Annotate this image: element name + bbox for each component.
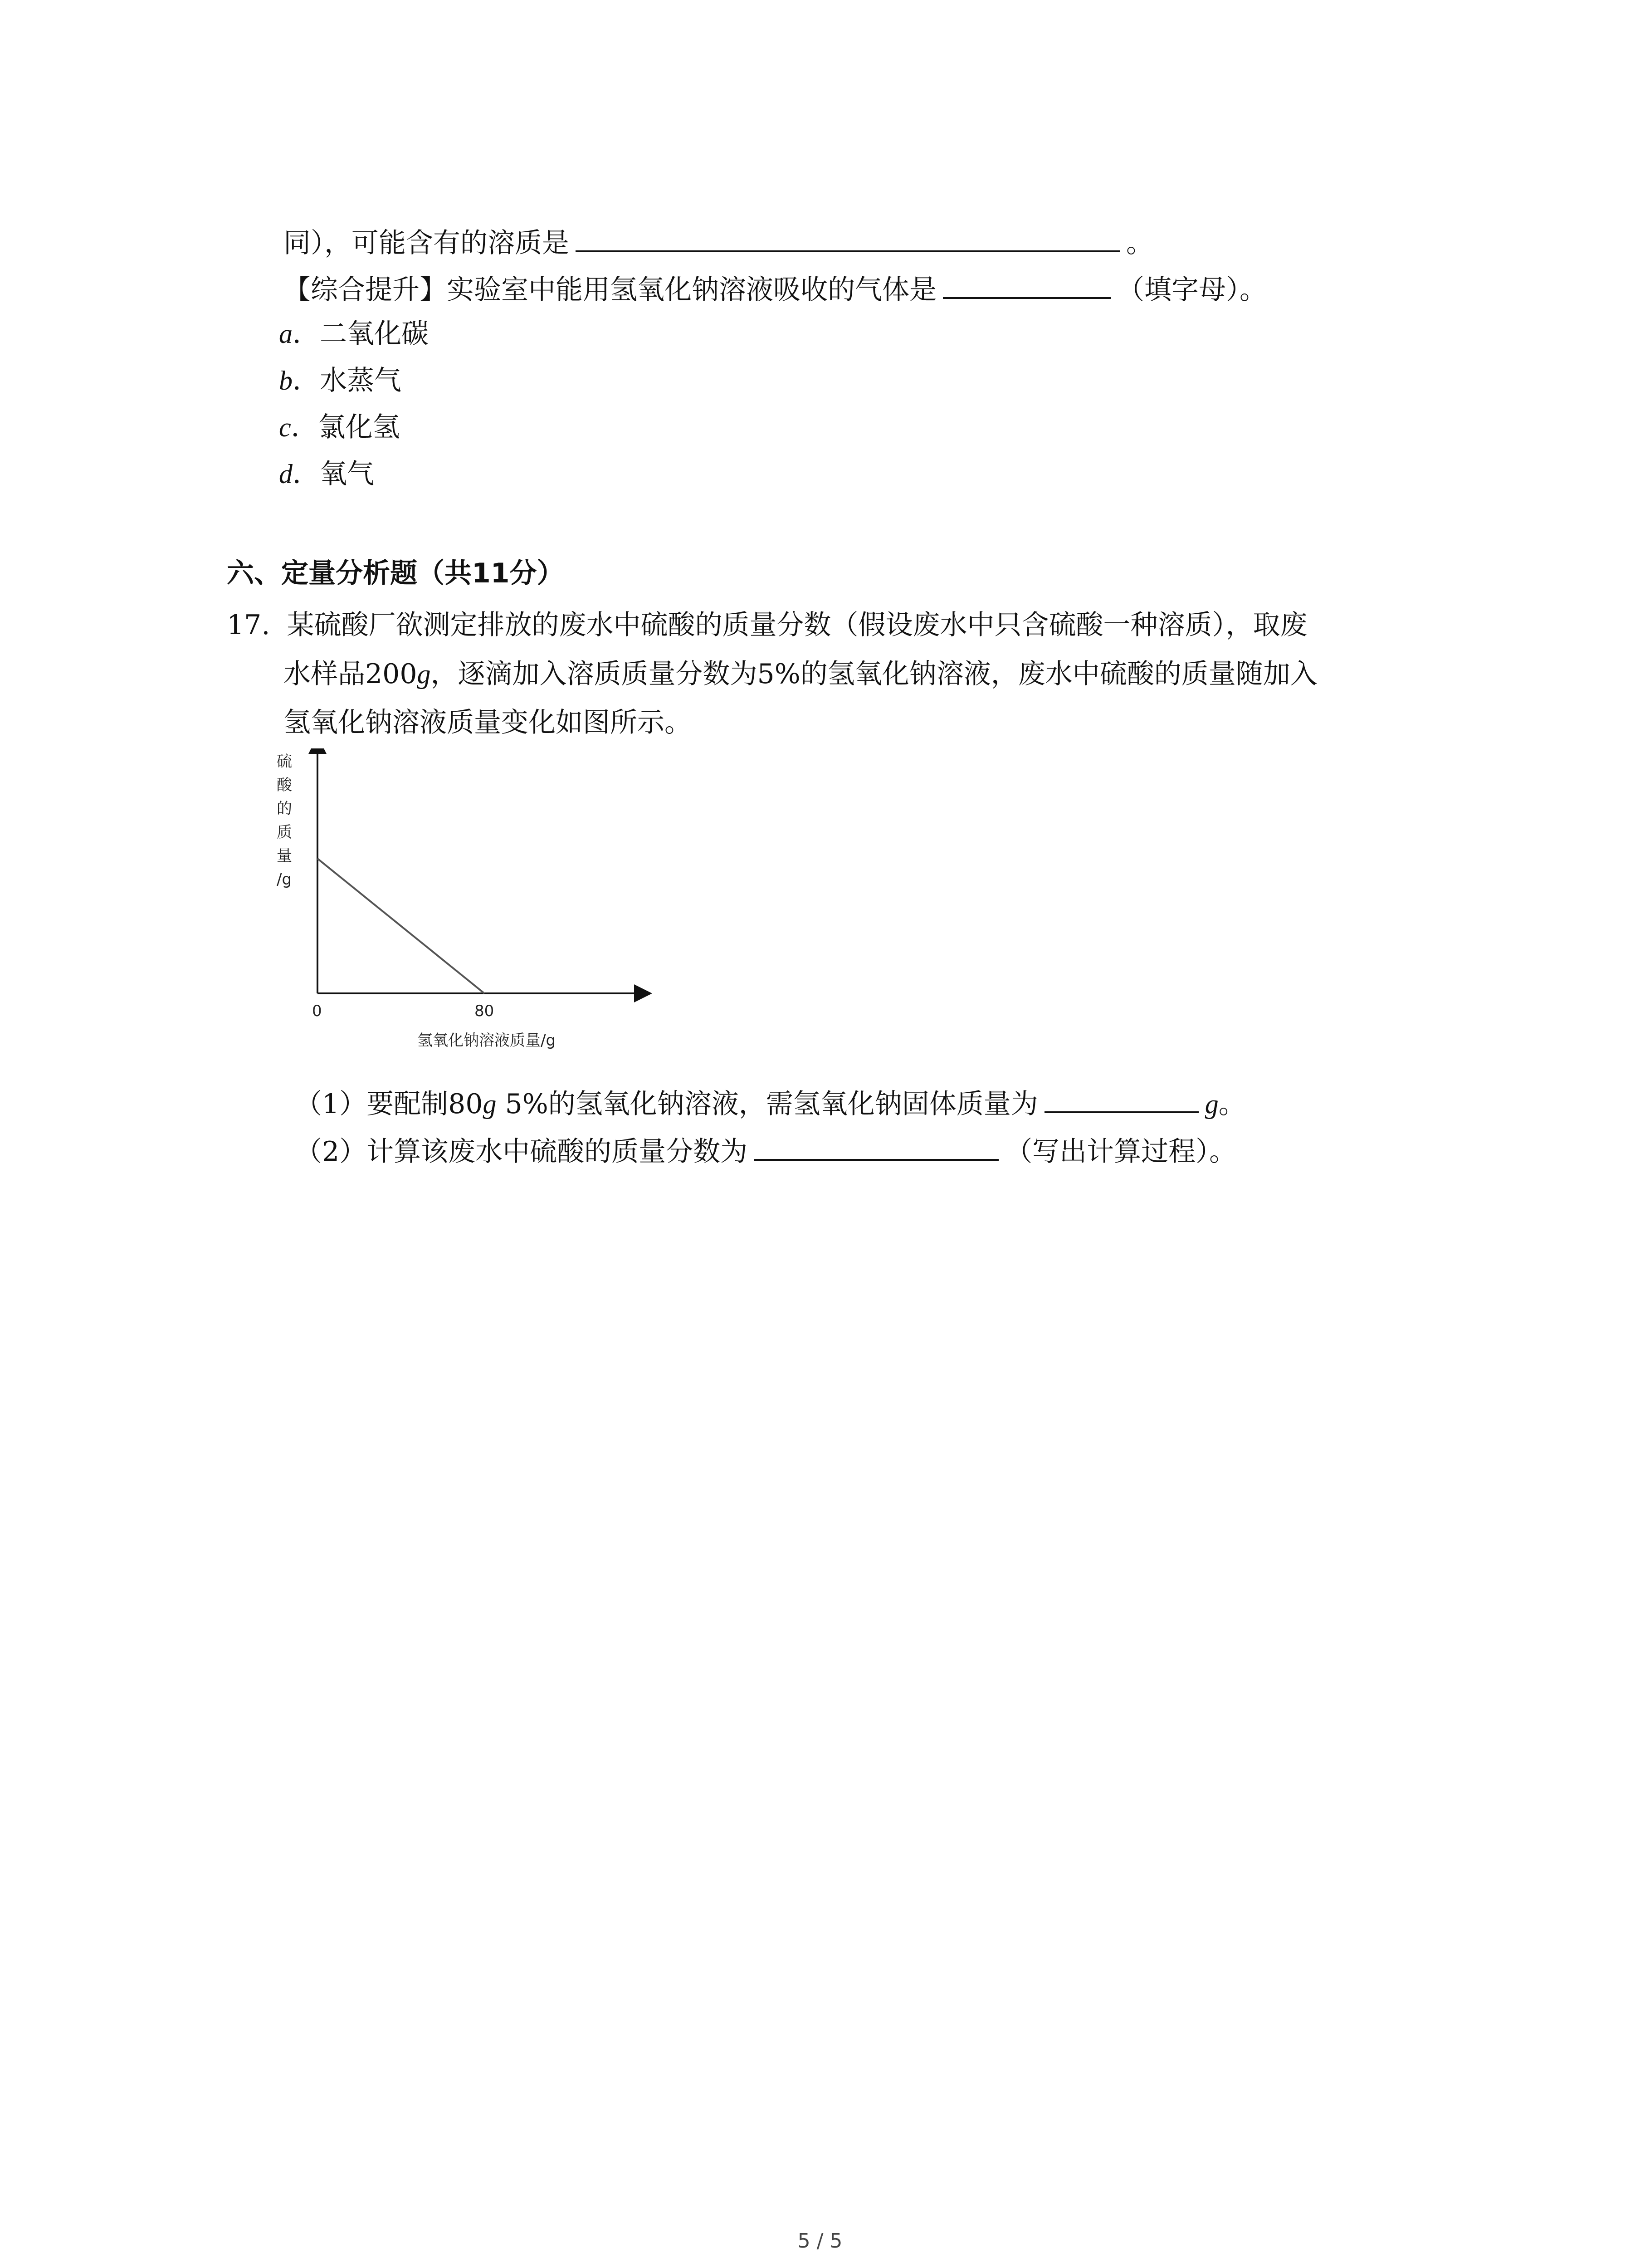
option-a-text: ．二氧化碳 xyxy=(293,318,429,350)
option-d-letter: d xyxy=(279,459,293,489)
option-a xyxy=(279,318,429,350)
sub2-suffix: （写出计算过程）。 xyxy=(1005,1136,1237,1168)
q17-text-3: 氢氧化钠溶液质量变化如图所示。 xyxy=(283,707,692,738)
sub1-mid: 5%的氢氧化钠溶液，需氢氧化钠固体质量为 xyxy=(496,1088,1038,1120)
q17-line-1 xyxy=(227,609,1308,641)
y-axis-label-char: /g xyxy=(277,870,292,889)
y-axis-label-char: 酸 xyxy=(277,776,292,794)
option-b-letter: b xyxy=(279,366,293,396)
option-b xyxy=(279,364,401,397)
y-axis-label-char: 量 xyxy=(277,847,292,865)
sub-question-1 xyxy=(295,1084,1246,1120)
text-line-1 xyxy=(283,223,1153,259)
page-number: 5 / 5 xyxy=(797,2229,843,2253)
option-c xyxy=(279,411,400,444)
answer-blank-naoh-mass[interactable] xyxy=(1045,1084,1199,1113)
option-b-text: ．水蒸气 xyxy=(293,365,401,396)
q17-line-3 xyxy=(283,706,692,739)
sub1-tail-unit: g xyxy=(1205,1089,1219,1119)
option-a-letter: a xyxy=(279,319,293,349)
sulfuric-acid-mass-chart xyxy=(268,748,658,1075)
sub2-prefix: （2）计算该废水中硫酸的质量分数为 xyxy=(295,1136,748,1168)
section-title: 六、定量分析题（共11分） xyxy=(227,557,564,589)
q17-text-1: 某硫酸厂欲测定排放的废水中硫酸的质量分数（假设废水中只含硫酸一种溶质），取废 xyxy=(287,609,1308,641)
answer-blank-solute[interactable] xyxy=(576,223,1120,252)
sub-question-2 xyxy=(295,1132,1236,1168)
sub1-end: 。 xyxy=(1218,1088,1246,1120)
y-axis-label-char: 质 xyxy=(277,823,292,841)
q17-line-2 xyxy=(283,658,1318,690)
answer-blank-gas[interactable] xyxy=(943,270,1111,299)
line2-prefix: 【综合提升】实验室中能用氢氧化钠溶液吸收的气体是 xyxy=(283,274,937,306)
answer-blank-mass-fraction[interactable] xyxy=(754,1132,999,1161)
q17-text-2a: 水样品200 xyxy=(283,658,417,690)
chart-svg xyxy=(268,748,658,1075)
x-axis-label: 氢氧化钠溶液质量/g xyxy=(417,1031,556,1050)
sub1-prefix: （1）要配制80 xyxy=(295,1088,483,1120)
line2-suffix: （填字母）。 xyxy=(1117,274,1267,306)
y-axis-label-char: 的 xyxy=(277,800,292,818)
option-c-letter: c xyxy=(279,412,291,442)
y-axis-label-char: 硫 xyxy=(277,753,292,771)
q17-unit-g: g xyxy=(417,659,431,689)
line1-end: 。 xyxy=(1126,227,1153,259)
q17-text-2b: ，逐滴加入溶质质量分数为5%的氢氧化钠溶液，废水中硫酸的质量随加入 xyxy=(430,658,1318,690)
x-tick-label: 0 xyxy=(312,1002,322,1020)
option-d xyxy=(279,458,374,490)
option-c-text: ．氯化氢 xyxy=(291,411,400,443)
line1-text: 同），可能含有的溶质是 xyxy=(283,227,569,259)
sub1-unit: g xyxy=(483,1089,497,1119)
option-d-text: ．氧气 xyxy=(293,458,374,490)
text-line-2 xyxy=(283,270,1267,306)
series-line-0 xyxy=(317,859,484,993)
q17-number: 17. xyxy=(227,609,270,641)
x-tick-label: 80 xyxy=(474,1002,494,1020)
